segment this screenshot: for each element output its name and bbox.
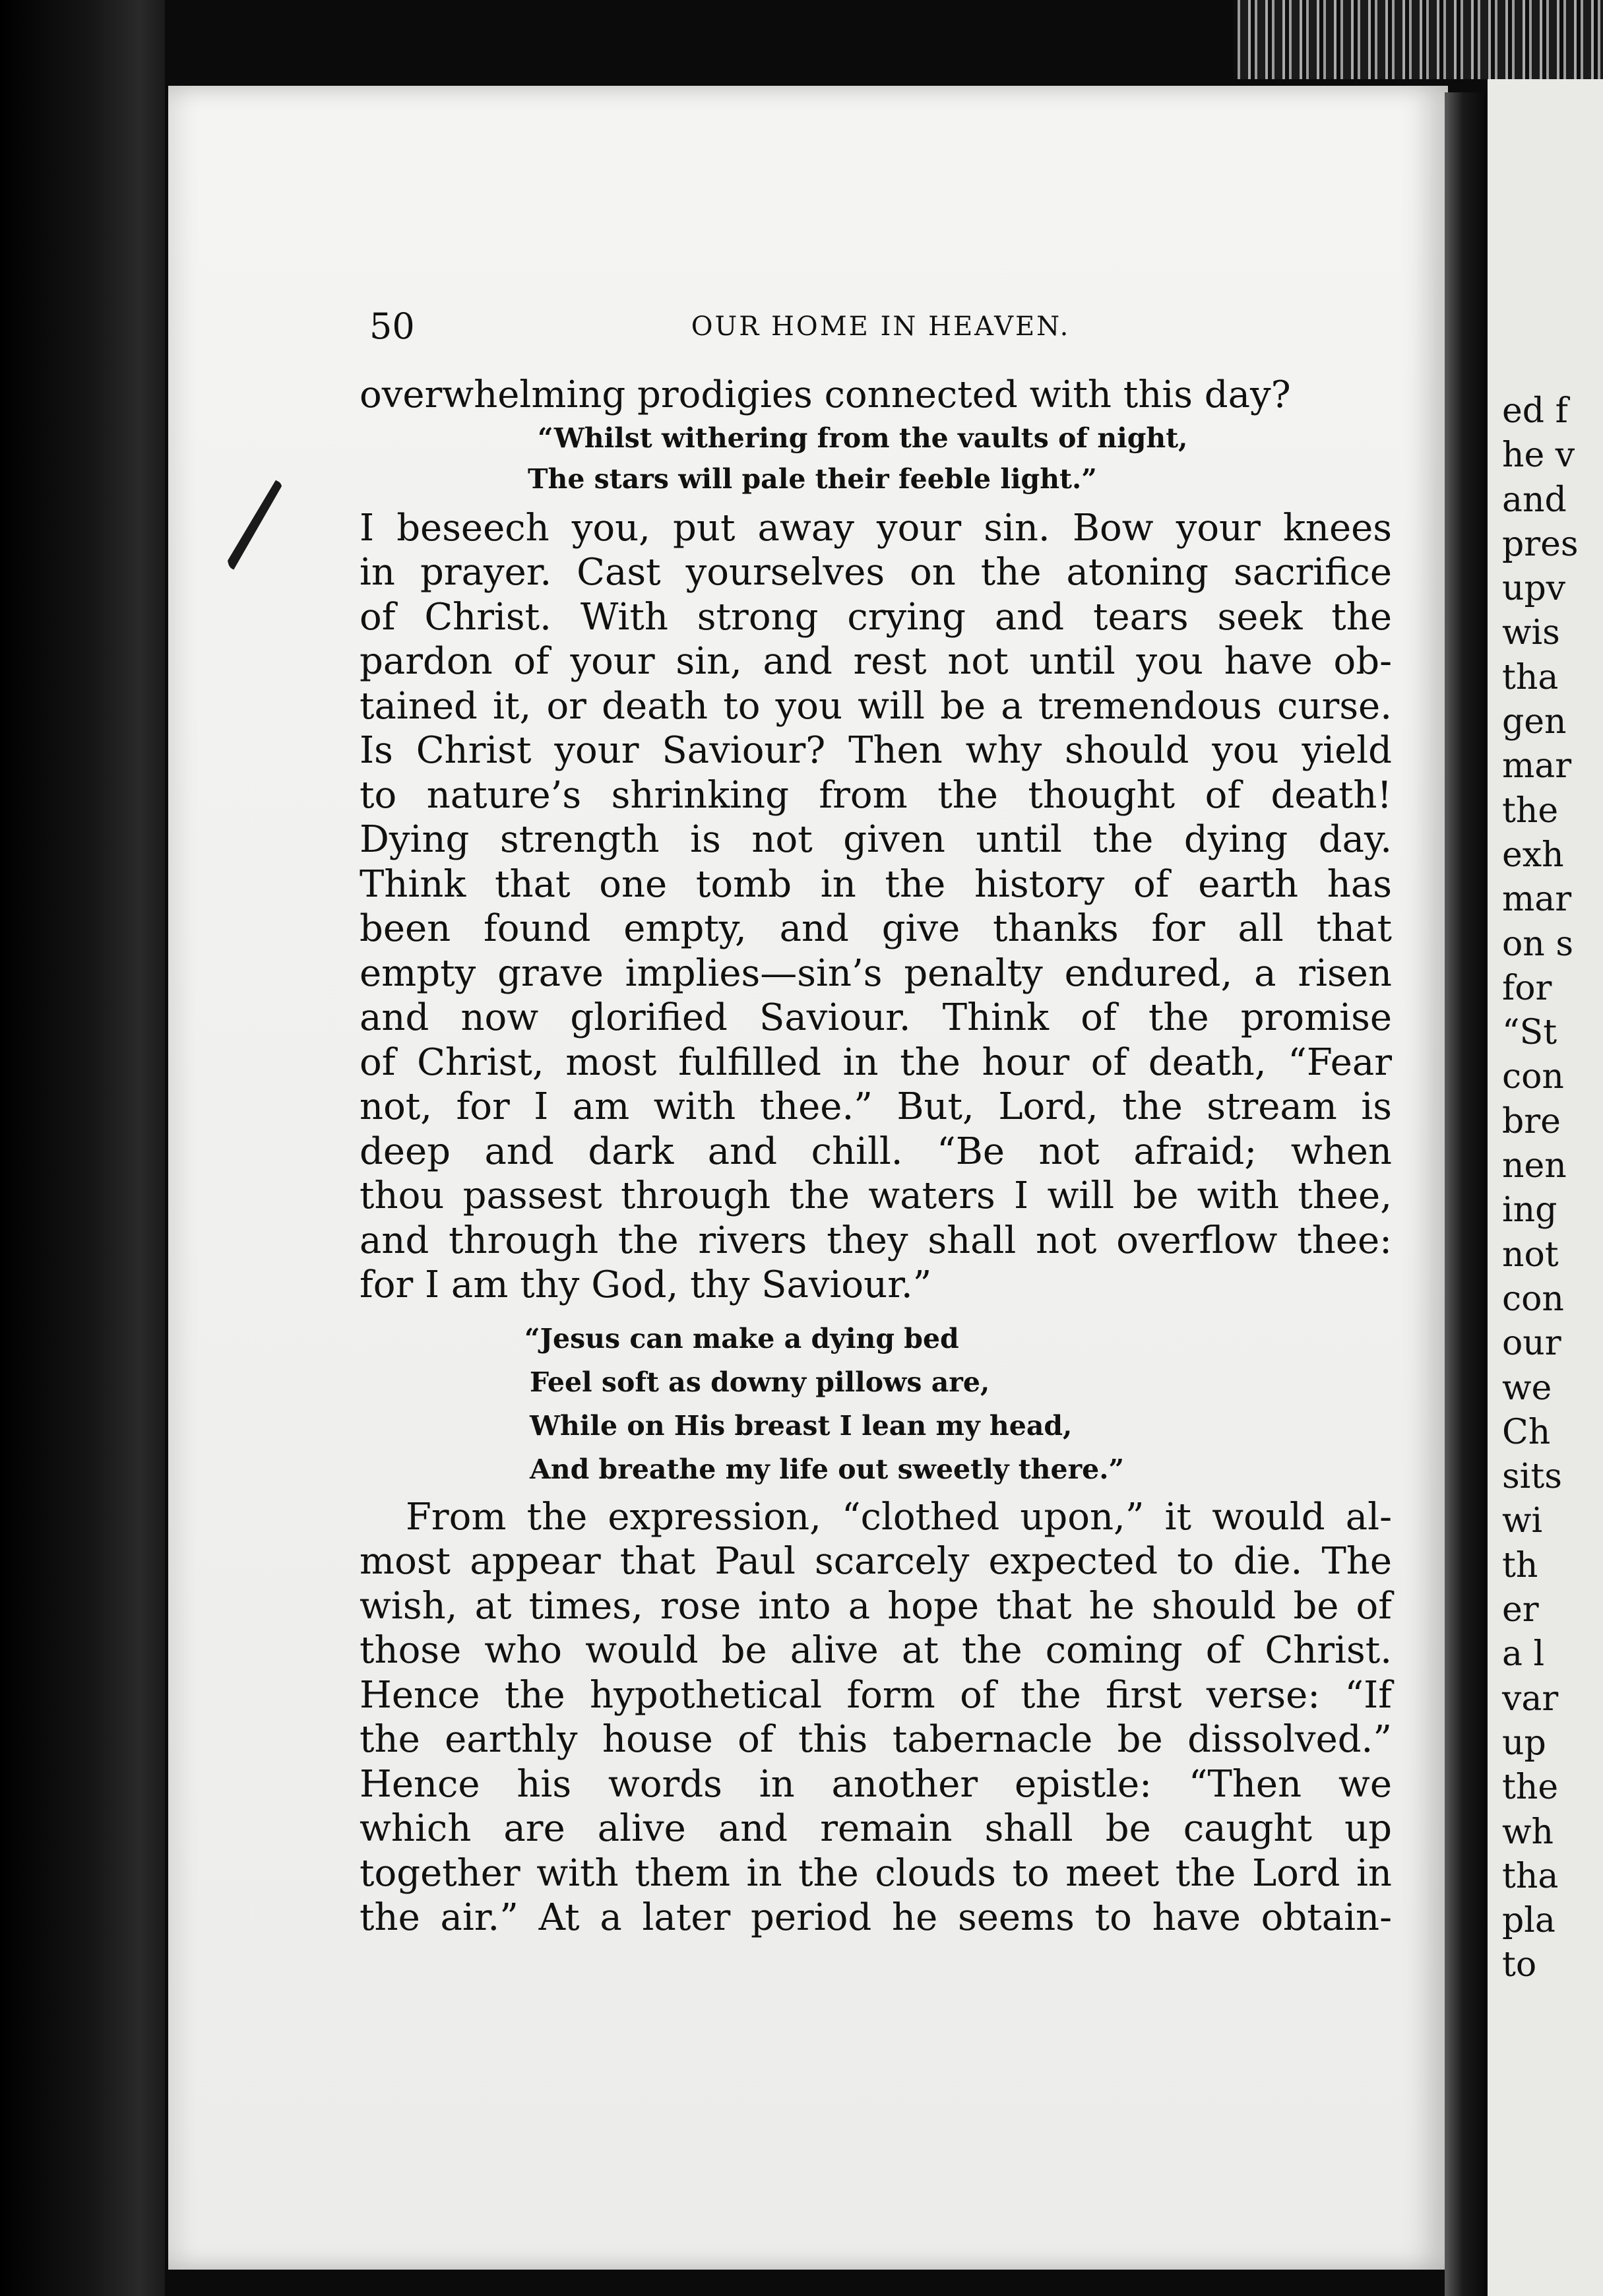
facing-text-fragment: wh: [1502, 1812, 1554, 1852]
facing-text-fragment: bre: [1502, 1101, 1561, 1141]
text-line: Is Christ your Saviour? Then why should you yield: [360, 729, 1392, 772]
facing-text-fragment: th: [1502, 1545, 1538, 1585]
verse-line: “Whilst withering from the vaults of night,: [538, 422, 1188, 454]
facing-page: [1488, 79, 1603, 2296]
facing-text-fragment: tha: [1502, 657, 1559, 697]
text-line: those who would be alive at the coming of Christ.: [360, 1629, 1392, 1672]
facing-text-fragment: we: [1502, 1368, 1552, 1408]
facing-text-fragment: wi: [1502, 1501, 1543, 1541]
text-line: been found empty, and give thanks for all that: [360, 907, 1392, 950]
poem-line: While on His breast I lean my head,: [530, 1409, 1073, 1442]
page-body: [360, 373, 1392, 1940]
facing-text-fragment: up: [1502, 1723, 1546, 1763]
paragraph: [360, 506, 1392, 1308]
text-line: deep and dark and chill. “Be not afraid; when: [360, 1130, 1392, 1173]
facing-text-fragment: on s: [1502, 924, 1574, 964]
facing-text-fragment: the: [1502, 790, 1559, 831]
facing-text-fragment: Ch: [1502, 1412, 1551, 1452]
text-line: wish, at times, rose into a hope that he should be of: [360, 1584, 1392, 1628]
facing-text-fragment: to: [1502, 1945, 1537, 1985]
text-line: and now glorified Saviour. Think of the promise: [360, 996, 1392, 1039]
text-line: Think that one tomb in the history of earth has: [360, 862, 1392, 906]
text-line: not, for I am with thee.” But, Lord, the stream is: [360, 1085, 1392, 1128]
facing-text-fragment: pres: [1502, 524, 1579, 564]
facing-text-fragment: mar: [1502, 879, 1572, 920]
text-line: to nature’s shrinking from the thought of death!: [360, 773, 1392, 817]
text-line: of Christ. With strong crying and tears seek the: [360, 595, 1392, 639]
poem-line: “Jesus can make a dying bed: [524, 1322, 959, 1355]
text-line: Hence the hypothetical form of the first verse: “If: [360, 1673, 1392, 1717]
text-line: the earthly house of this tabernacle be dissolved.”: [360, 1718, 1392, 1761]
facing-text-fragment: ed f: [1502, 391, 1568, 431]
binding-shadow: [0, 0, 165, 2296]
facing-text-fragment: upv: [1502, 569, 1566, 609]
text-line: I beseech you, put away your sin. Bow your knees: [360, 506, 1392, 550]
facing-text-fragment: wis: [1502, 613, 1560, 653]
facing-text-fragment: exh: [1502, 835, 1564, 875]
text-line: overwhelming prodigies connected with this day?: [360, 373, 1291, 416]
verse-line: The stars will pale their feeble light.”: [528, 462, 1097, 495]
text-line: tained it, or death to you will be a tremendous curse.: [360, 684, 1392, 728]
scan-edge-artifact: [1234, 0, 1603, 79]
facing-text-fragment: er: [1502, 1590, 1539, 1630]
facing-page-text: [1488, 389, 1579, 1988]
facing-text-fragment: not: [1502, 1234, 1559, 1275]
text-line: of Christ, most fulfilled in the hour of death, “Fear: [360, 1040, 1392, 1084]
page-number: 50: [369, 305, 415, 347]
text-line: and through the rivers they shall not overflow thee:: [360, 1219, 1392, 1262]
facing-text-fragment: the: [1502, 1768, 1559, 1808]
text-line: empty grave implies—sin’s penalty endured, a risen: [360, 951, 1392, 995]
text-line: most appear that Paul scarcely expected to die. The: [360, 1540, 1392, 1583]
facing-text-fragment: our: [1502, 1323, 1561, 1364]
paragraph: [360, 1495, 1392, 1940]
text-line: in prayer. Cast yourselves on the atoning sacrifice: [360, 551, 1392, 594]
text-line: Dying strength is not given until the dying day.: [360, 818, 1392, 861]
text-line: for I am thy God, thy Saviour.”: [360, 1263, 932, 1306]
facing-text-fragment: ing: [1502, 1190, 1557, 1230]
poem: [360, 1317, 1392, 1491]
text-line: which are alive and remain shall be caught up: [360, 1807, 1392, 1850]
facing-text-fragment: tha: [1502, 1856, 1559, 1896]
page-gutter: [1445, 92, 1491, 2296]
facing-text-fragment: and: [1502, 480, 1567, 520]
text-line: thou passest through the waters I will be with thee,: [360, 1174, 1392, 1217]
facing-text-fragment: pla: [1502, 1901, 1556, 1941]
facing-text-fragment: for: [1502, 968, 1552, 1008]
running-header: [369, 303, 1392, 350]
running-title: OUR HOME IN HEAVEN.: [691, 311, 1071, 342]
poem-line: And breathe my life out sweetly there.”: [530, 1453, 1125, 1485]
text-line: together with them in the clouds to meet the Lord in: [360, 1851, 1392, 1895]
facing-text-fragment: sits: [1502, 1457, 1562, 1497]
facing-text-fragment: con: [1502, 1279, 1564, 1319]
text-line: Hence his words in another epistle: “Then we: [360, 1762, 1392, 1806]
facing-text-fragment: he v: [1502, 435, 1575, 476]
facing-text-fragment: nen: [1502, 1146, 1567, 1186]
text-line: From the expression, “clothed upon,” it would al-: [406, 1495, 1392, 1539]
text-line: pardon of your sin, and rest not until you have ob-: [360, 640, 1392, 683]
facing-text-fragment: var: [1502, 1678, 1559, 1719]
poem-line: Feel soft as downy pillows are,: [530, 1366, 990, 1398]
facing-text-fragment: mar: [1502, 746, 1572, 786]
text-line: the air.” At a later period he seems to have obtain-: [360, 1896, 1392, 1939]
facing-text-fragment: “St: [1502, 1013, 1557, 1053]
facing-text-fragment: gen: [1502, 702, 1567, 742]
facing-text-fragment: con: [1502, 1057, 1564, 1097]
facing-text-fragment: a l: [1502, 1634, 1545, 1674]
